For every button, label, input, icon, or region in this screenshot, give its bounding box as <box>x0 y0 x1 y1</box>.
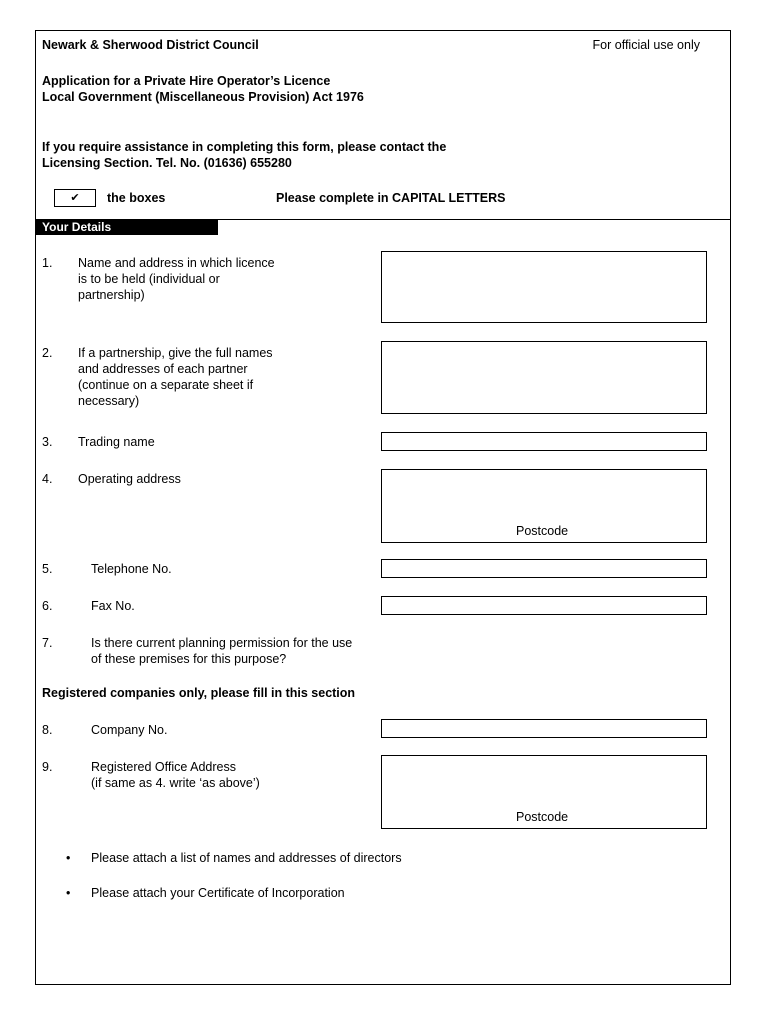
bullet-icon: • <box>66 886 71 900</box>
assistance-line1: If you require assistance in completing this form, please contact the <box>42 140 447 154</box>
question-9-label: Registered Office Address (if same as 4. write ‘as above’) <box>91 760 260 790</box>
certificate-note: Please attach your Certificate of Incorporation <box>91 886 345 900</box>
partners-names-addresses-field[interactable] <box>381 341 707 414</box>
question-number: 9. <box>42 760 53 774</box>
question-8-label: Company No. <box>91 723 168 737</box>
capital-letters-note: Please complete in CAPITAL LETTERS <box>276 191 506 205</box>
postcode-label: Postcode <box>516 810 569 824</box>
telephone-field[interactable] <box>381 559 707 578</box>
question-number: 5. <box>42 562 53 576</box>
application-form <box>35 30 731 985</box>
form-title-line2: Local Government (Miscellaneous Provision) Act 1976 <box>42 90 364 104</box>
question-number: 4. <box>42 472 53 486</box>
registered-companies-heading: Registered companies only, please fill in this section <box>42 686 356 700</box>
licence-holder-name-address-field[interactable] <box>381 251 707 323</box>
question-3-label: Trading name <box>78 435 155 449</box>
postcode-label: Postcode <box>516 524 569 538</box>
question-number: 1. <box>42 256 53 270</box>
directors-list-note: Please attach a list of names and addresses of directors <box>91 851 402 865</box>
question-number: 6. <box>42 599 53 613</box>
question-6-label: Fax No. <box>91 599 135 613</box>
company-number-field[interactable] <box>381 719 707 738</box>
bullet-icon: • <box>66 851 71 865</box>
question-4-label: Operating address <box>78 472 181 486</box>
question-1-label: Name and address in which licence is to be held (individual or partnership) <box>78 256 275 302</box>
registered-office-address-field[interactable] <box>381 755 707 829</box>
assistance-line2: Licensing Section. Tel. No. (01636) 655280 <box>42 156 292 170</box>
question-number: 2. <box>42 346 53 360</box>
official-use-label: For official use only <box>592 38 700 52</box>
question-5-label: Telephone No. <box>91 562 172 576</box>
question-7-label: Is there current planning permission for the use of these premises for this purpose? <box>91 636 353 666</box>
question-2-label: If a partnership, give the full names and addresses of each partner (continue on a separate sheet if necessary) <box>78 346 273 408</box>
question-number: 8. <box>42 723 53 737</box>
question-number: 7. <box>42 636 53 650</box>
tick-boxes-label: the boxes <box>107 191 166 205</box>
section-your-details: Your Details <box>36 219 218 235</box>
form-title-line1: Application for a Private Hire Operator’s Licence <box>42 74 331 88</box>
operating-address-field[interactable] <box>381 469 707 543</box>
question-number: 3. <box>42 435 53 449</box>
example-check-box: ✔ <box>54 189 96 207</box>
council-name: Newark & Sherwood District Council <box>42 38 259 52</box>
trading-name-field[interactable] <box>381 432 707 451</box>
fax-field[interactable] <box>381 596 707 615</box>
